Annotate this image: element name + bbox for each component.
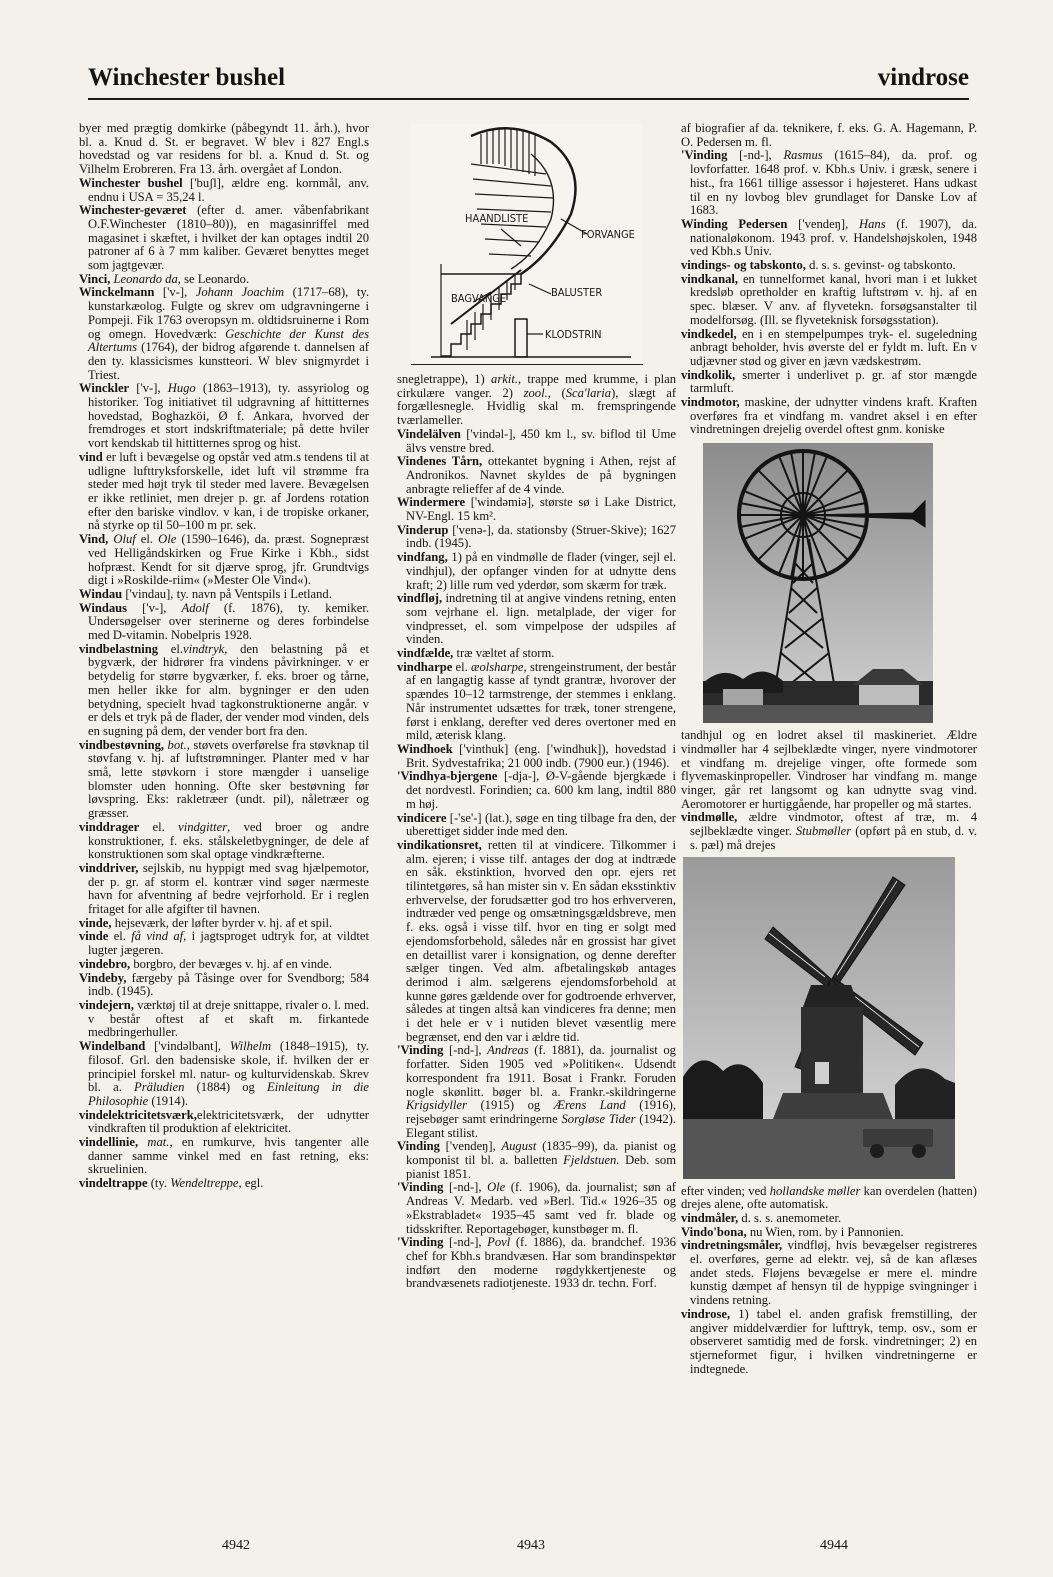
entry-italic: Präludien	[134, 1080, 185, 1095]
entry-italic: Geschichte der Kunst des Altertums	[88, 326, 369, 355]
dictionary-entry	[397, 1181, 676, 1236]
dictionary-entry	[79, 821, 369, 862]
dictionary-entry	[397, 1140, 676, 1181]
entry-text: (efter d. amer. våbenfabrikant O.F.Winchester (1810–80)), en magasinriffel med magasinet i skæftet, i hvilket der kan optages indtil 20 patroner af 6 à 7 mm kaliber. Geværet benyttes meget som jagtgevær.	[88, 203, 369, 273]
entry-text: (f. 1886), da. brandchef. 1936 chef for Kbh.s brandvæsen. Har som brandinspektør indført den moderne røgdykkertjeneste og brandvæsenets radiotjeneste. 1933 dr. techn. Forf.	[406, 1235, 676, 1291]
dictionary-entry	[79, 739, 369, 821]
entry-text: (f. 1876), ty. kemiker. Undersøgelser over sterinerne og deres forbindelse med D-vitamin. Nobelpris 1928.	[88, 600, 369, 643]
entry-text: [-nd-],	[443, 1043, 488, 1058]
dictionary-entry	[79, 862, 369, 917]
entry-text: d. s. s. gevinst- og tabskonto.	[805, 258, 956, 273]
dictionary-entry	[79, 204, 369, 273]
entry-text: (f. 1907), da. nationaløkonom. 1943 prof. v. Handelshøjskolen, 1948 ved Kbh.s Univ.	[690, 216, 977, 259]
headword: vindellinie,	[79, 1135, 139, 1150]
headword: vindkedel,	[681, 326, 737, 341]
dictionary-entry	[79, 286, 369, 382]
column-2-text	[397, 373, 676, 1291]
entry-text: (opført på en stub, d. v. s. pæl) må drejes	[690, 824, 977, 852]
entry-text: (1915) og	[466, 1098, 554, 1113]
entry-italic: arkit.,	[491, 372, 522, 386]
headword: vindicere	[397, 810, 447, 825]
entry-text: borgbro, der bevæges v. hj. af en vinde.	[130, 956, 333, 971]
dictionary-entry	[681, 396, 977, 437]
entry-text: Deb. som pianist 1851.	[406, 1153, 676, 1181]
dictionary-entry	[681, 259, 977, 273]
dictionary-entry	[681, 1226, 977, 1240]
headword: Windermere	[397, 495, 466, 510]
entry-text: støvets overførelse fra støvknap til støvfang v. hj. af luftstrømninger. Planter med v har små, lette støvkorn i store mængder i uanselige blomster uden honning. Ofte sker bestøvning før løvspring. Eks: rakletræer (undt. pil), nåletræer og græsser.	[88, 737, 369, 821]
entry-italic: Leonardo da,	[110, 271, 181, 286]
dictionary-entry	[79, 122, 369, 177]
dictionary-entry	[79, 273, 369, 287]
entry-text: ['vindəlbant],	[145, 1039, 230, 1054]
entry-text: ['v-],	[129, 381, 168, 396]
entry-text: el.	[452, 659, 472, 674]
entry-text: en tunnelformet kanal, hvori man i et lukket kredsløb opretholder en kraftig luftstrøm v. hj. af en spec. blæser. V anv. af flyvetekn. forsøgsanstalter til modelforsøg. (Ill. se flyveteknisk forsøgsstation).	[690, 271, 977, 327]
entry-text: trappe med krumme, i plan cirkulære vanger. 2)	[397, 372, 676, 400]
dictionary-entry	[79, 588, 369, 602]
entry-italic: Adolf	[181, 600, 209, 615]
entry-italic: Fjeldstuen.	[563, 1153, 620, 1168]
entry-italic: vindtryk	[183, 641, 225, 656]
entry-italic: æolsharpe,	[471, 659, 527, 674]
dictionary-entry	[397, 373, 676, 428]
entry-italic: bot.,	[164, 737, 190, 752]
entry-text: [-nd-],	[727, 148, 784, 163]
windmill-photo	[683, 857, 955, 1179]
entry-text: (ty.	[147, 1176, 171, 1191]
entry-text: (1835–99), da. pianist og komponist til bl. a. balletten	[406, 1139, 677, 1168]
column-3-text-b	[681, 729, 977, 852]
entry-italic: Povl	[487, 1235, 511, 1250]
headword: 'Vindhya-bjergene	[397, 769, 498, 784]
entry-text: ældre vindmotor, oftest af træ, m. 4 sejlbeklædte vinger.	[690, 810, 977, 839]
entry-italic: vindgitter	[178, 819, 228, 834]
headword: Winchester-geværet	[79, 203, 187, 218]
entry-text: byer med prægtig domkirke (påbegyndt 11. årh.), hvor bl. a. Knud d. St. er begravet. W blev i 827 Engl.s hovedstad og var residens for bl. a. Knud d. St. og Vilhelm Erobreren. Fra 13. årh. overgået af London.	[79, 121, 369, 177]
entry-text: en i en stempelpumpes tryk- el. sugeledning anbragt beholder, hvis øverste del er fyldt m. luft. En v udjævner stød og giver en jævn vædskestrøm.	[690, 326, 977, 368]
running-head-right: vindrose	[877, 64, 969, 91]
dictionary-entry	[79, 999, 369, 1040]
entry-italic: Ole	[158, 532, 177, 547]
headword: vindfælde,	[397, 646, 454, 661]
headword: vindings- og tabskonto,	[681, 258, 806, 273]
entry-text: ['v-],	[127, 600, 182, 615]
headword: Vindeby,	[79, 970, 127, 985]
column-3-text-c	[681, 1185, 977, 1377]
entry-text: ['vindau], ty. navn på Ventspils i Letland.	[122, 586, 332, 601]
headword: vindmotor,	[681, 395, 740, 410]
entry-text: tandhjul og en lodret aksel til maskineriet. Ældre vindmøller har 4 sejlbeklædte vinger, nyere vindmotorer et vindfang m. drejelige vinger, ofte formede som flyvemaskinpropeller. Vindroser har vindfang m. mange vinger, går ret langsomt og kan udnytte svag vind. Aeromotorer er hurtiggående, har propeller og må startes.	[681, 728, 977, 811]
entry-italic: få vind af,	[131, 929, 187, 944]
entry-text: (1848–1915), ty. filosof. Grl. den badensiske skole, if. hvilken der er principiel forskel ml. natur- og kulturvidenskab. Skrev bl. a.	[88, 1039, 369, 1095]
entry-text: el.	[158, 641, 183, 656]
dictionary-entry	[79, 972, 369, 999]
entry-text: i jagtsproget udtryk for, at vildtet lugter jægeren.	[88, 929, 369, 958]
headword: Vindelälven	[397, 426, 461, 441]
headword: vindfang,	[397, 550, 448, 565]
entry-text: (1863–1913), ty. assyriolog og historiker. Tog initiativet til udgravning af hittitternes hovedstad, Boghazköi, Ø f. Ankara, hvorved der fremdroges et stort indskriftmateriale; på dette hviler vort kendskab til hittitternes sprog og hist.	[88, 381, 369, 451]
entry-italic: Krigsidyller	[406, 1098, 467, 1113]
page-number-4944: 4944	[820, 1538, 848, 1553]
entry-italic: Einleitung in die Philosophie	[88, 1080, 369, 1108]
headword: 'Vinding	[681, 148, 728, 163]
headword: vindretningsmåler,	[681, 1238, 783, 1253]
dictionary-entry	[79, 382, 369, 451]
entry-italic: August	[501, 1139, 537, 1154]
headword: vindbestøvning,	[79, 737, 165, 752]
entry-text: træ væltet af storm.	[453, 646, 555, 661]
entry-text: (1615–84), da. prof. og lovforfatter. 1648 prof. v. Kbh.s Univ. i græsk, senere i hist., fra 1661 tillige assessor i højesteret. Hans udkast til en ny lovbog blev grundlaget for Danske Lov af 1683.	[690, 148, 977, 218]
headword: vinddrager	[79, 819, 140, 834]
dictionary-entry	[397, 839, 676, 1045]
entry-italic: Ole	[487, 1180, 506, 1195]
headword: Windhoek	[397, 741, 453, 756]
entry-italic: Sca'laria	[565, 385, 612, 400]
dictionary-entry	[681, 1212, 977, 1226]
headword: vindeltrappe	[79, 1176, 148, 1191]
dictionary-entry	[397, 496, 676, 523]
entry-text: strengeinstrument, der består af en langagtig kasse af tyndt grantræ, hvorover der spændes 10–12 tarmstrenge, der stemmes i enklang. Når instrumentet udsættes for træk, toner strengene, først i enklang, derefter ved deres overtoner med en mild, æterisk klang.	[406, 659, 676, 743]
entry-text: en rumkurve, hvis tangenter alle danner samme vinkel med en fast retning, eks: skruelinien.	[88, 1135, 369, 1177]
headword: Windau	[79, 586, 123, 601]
entry-italic: Wilhelm	[229, 1039, 272, 1054]
entry-text: se Leonardo.	[180, 271, 250, 286]
headword: vindikationsret,	[397, 837, 482, 852]
label-forvange: FORVANGE	[581, 228, 635, 241]
headword: Vinding	[397, 1139, 440, 1154]
entry-text: er luft i bevægelse og opstår ved atm.s tendens til at udligne lufttryksforskelle, idet luft vil strømme fra steder med højt tryk til steder med lavere. Bevægelsen er ikke retliniet, men drejer p. gr. af Jordens rotation efter den bariske vindlov. v kan, i de tropiske orkaner, nå styrke op til 50–100 m pr. sek.	[88, 449, 369, 533]
page-number-4942: 4942	[222, 1538, 250, 1553]
entry-text: retten til at vindicere. Tilkommer i alm. ejeren; i visse tilf. antages der dog at indtræde en såk. ekstinktion, hvorved den opr. ejers ret tilintetgøres, så han mister sin v. En sådan eksstinktiv erhvervelse, der forudsætter god tro hos erhververen, indtræder ved penge og omsætningsgældsbreve, men f. eks. også i visse tilf. hvor en ting er solgt med ejendomsforbehold, således når en grossist har givet en detaillist varer i konsignation, og denne derefter sælger tingen. Ved alm. afbetalingskøb antages derimod i alm. sælgerens ejendomsforbehold at kunne gøres gældende over for godtroende erhverver, således at tingen altså kan vindiceres fra denne; men i det hele er v i nutiden blevet væsentlig mere begrænset, end den var i ældre tid.	[406, 837, 676, 1044]
page-number-4943: 4943	[517, 1538, 545, 1553]
headword: 'Vinding	[397, 1235, 444, 1250]
entry-text: (1916), rejsebøger samt erindringerne	[406, 1098, 677, 1126]
entry-text: d. s. s. anemometer.	[738, 1210, 842, 1225]
dictionary-entry	[79, 1109, 369, 1136]
entry-text: nu Wien, rom. by i Pannonien.	[746, 1224, 904, 1239]
column-3-text-a	[681, 122, 977, 437]
headword: vindebro,	[79, 956, 131, 971]
entry-text: 1) tabel el. anden grafisk fremstilling, der angiver middelværdier for lufttryk, temp. osv., som er observeret samtidig med de forsk. vindretninger; 2) en stjerneformet figur, i hvilken vindretningerne er indtegnede.	[690, 1306, 977, 1376]
label-baluster: BALUSTER	[551, 286, 603, 299]
headword: 'Vinding	[397, 1180, 444, 1195]
dictionary-entry	[397, 661, 676, 743]
dictionary-entry	[397, 1236, 676, 1291]
entry-text: (1884) og	[184, 1080, 268, 1095]
entry-text: (1590–1646), da. præst. Sognepræst ved Helligåndskirken og Frue Kirke i Kbh., sidst hofpræst. Kendt for sit djærve sprog, jfr. Grundtvigs digt i »Roskilde-riim« (»Mester Ole Vind«).	[88, 532, 369, 588]
dictionary-entry	[79, 177, 369, 204]
headword: Vinderup	[397, 522, 449, 537]
entry-text: snegletrappe), 1)	[397, 372, 492, 386]
headword: vindelektricitetsværk,	[79, 1107, 197, 1122]
entry-text: (1717–68), ty. kunstarkæolog. Fulgte og skrev om udgravningerne i Pompeji. Fik 1763 overopsyn m. oldtidsruinerne i Rom og omegn. Hovedværk:	[88, 285, 369, 341]
entry-text: (f. 1906), da. journalist; søn af Andreas V. Medarb. ved »Berl. Tid.« 1926–35 og »Ekstrabladet« 1935–45 samt ved fr. blade og tidsskrifter. Reportagebøger, kunstbøger m. fl.	[406, 1180, 676, 1236]
entry-text: kan overdelen (hatten) drejes alene, ofte automatisk.	[681, 1183, 978, 1212]
entry-text: (	[550, 385, 566, 400]
dictionary-entry	[79, 958, 369, 972]
entry-text: egl.	[241, 1176, 264, 1191]
entry-italic: Ærens Land	[553, 1098, 626, 1113]
headword: Winckler	[79, 381, 130, 396]
label-bagvange: BAGVANGE	[451, 292, 507, 305]
entry-text: maskine, der udnytter vindens kraft. Kraften overføres fra et vindfang m. vandret aksel i en efter vindretningen drejelig overdel oftest gnm. koniske	[690, 395, 977, 437]
headword: vinde,	[79, 915, 112, 930]
dictionary-entry	[397, 743, 676, 770]
spiral-staircase-illustration	[411, 124, 643, 365]
headword: Winding Pedersen	[681, 216, 788, 231]
entry-text: 1) på en vindmølle de flader (vinger, sejl el. vindhjul), der opfanger vinden for at udnytte dens kraft; 2) lille rum ved yderdør, som skærm for træk.	[406, 550, 676, 592]
entry-text: [-dja-], Ø-V-gående bjergkæde i det nordvestl. Forindien; ca. 600 km lang, indtil 880 m høj.	[406, 769, 676, 811]
entry-italic: Rasmus	[783, 148, 823, 163]
entry-text: ['vendeŋ],	[439, 1139, 502, 1154]
entry-text: el.	[135, 532, 159, 547]
headword: Vindo'bona,	[681, 1224, 747, 1239]
headword: Winckelmann	[79, 285, 155, 300]
entry-italic: Sorgløse Tider	[561, 1111, 636, 1126]
dictionary-entry	[681, 122, 977, 149]
headword: vindkolik,	[681, 367, 736, 382]
entry-text: smerter i underlivet p. gr. af stor mængde tarmluft.	[690, 367, 977, 396]
headword: 'Vinding	[397, 1043, 444, 1058]
dictionary-entry	[79, 930, 369, 957]
entry-italic: Hugo	[167, 381, 196, 396]
entry-text: ['vinthuk] (eng. ['windhuk]), hovedstad i Brit. Sydvestafrika; 21 000 indb. (7900 eur.) (1946).	[406, 741, 676, 770]
column-1	[79, 122, 369, 1191]
entry-text: ['vendeŋ],	[787, 216, 860, 231]
entry-text: færgeby på Tåsinge over for Svendborg; 584 indb. (1945).	[88, 970, 369, 999]
entry-text: ), slægt af forgællesnegle. Hvidlig skal m. fremspringende tværlameller.	[397, 385, 677, 428]
entry-italic: Oluf	[108, 532, 136, 547]
dictionary-entry	[397, 812, 676, 839]
dictionary-entry	[79, 643, 369, 739]
running-head	[88, 58, 969, 100]
dictionary-entry	[397, 524, 676, 551]
dictionary-entry	[681, 218, 977, 259]
running-head-left: Winchester bushel	[88, 64, 286, 91]
dictionary-entry	[681, 729, 977, 811]
dictionary-entry	[397, 770, 676, 811]
headword: vindfløj,	[397, 591, 443, 606]
dictionary-entry	[681, 328, 977, 369]
headword: Windaus	[79, 600, 128, 615]
entry-text: ['buʃl], ældre eng. kornmål, anv. endnu i USA = 35,24 l.	[88, 175, 369, 204]
dictionary-entry	[681, 149, 977, 218]
entry-text: (1942). Elegant stilist.	[406, 1111, 677, 1140]
windmotor-photo	[703, 443, 933, 723]
entry-text: ['venə-], da. stationsby (Struer-Skive); 1627 indb. (1945).	[406, 522, 676, 551]
column-2	[397, 122, 676, 1291]
dictionary-entry	[397, 455, 676, 496]
entry-italic: zool.,	[523, 385, 551, 400]
dictionary-entry	[681, 811, 977, 852]
dictionary-entry	[79, 602, 369, 643]
entry-text: indretning til at angive vindens retning, enten som vejrhane el. lign. metalplade, der viger for vindpresset, el. som vimpelpose der udspiles af vinden.	[406, 591, 676, 647]
headword: vinde	[79, 929, 109, 944]
headword: vindmølle,	[681, 810, 738, 825]
entry-italic: Wendeltreppe,	[170, 1176, 242, 1191]
entry-text: (f. 1881), da. journalist og forfatter. Siden 1905 ved »Politiken«. Udsendt korrespondent fra 1911. Bosat i Frankr. Foruden nogle skønlitt. bøger bl. a. Frankr.-skildringerne	[406, 1043, 676, 1099]
dictionary-entry	[79, 533, 369, 588]
dictionary-entry	[79, 451, 369, 533]
entry-text: af biografier af da. teknikere, f. eks. G. A. Hagemann, P. O. Pedersen m. fl.	[681, 121, 977, 149]
dictionary-entry	[397, 592, 676, 647]
headword: Vinci,	[79, 271, 111, 286]
dictionary-entry	[79, 1177, 369, 1191]
entry-text: (1914).	[148, 1093, 189, 1108]
entry-italic: Johann Joachim	[195, 285, 285, 300]
dictionary-entry	[681, 1239, 977, 1308]
entry-text: ottekantet bygning i Athen, rejst af Andronikos. Navnet skyldes de på bygningen anbragte relieffer af de 4 vinde.	[406, 454, 676, 496]
entry-italic: Stubmøller	[795, 824, 852, 839]
headword: vindejern,	[79, 998, 134, 1012]
headword: vindrose,	[681, 1306, 731, 1321]
entry-text: ['vindəl-], 450 km l., sv. biflod til Ume älvs venstre bred.	[406, 426, 676, 455]
headword: Vind,	[79, 532, 109, 547]
headword: Winchester bushel	[79, 175, 183, 190]
entry-italic: mat.,	[138, 1135, 173, 1150]
headword: vinddriver,	[79, 860, 139, 875]
label-klodstrin: KLODSTRIN	[545, 328, 602, 341]
dictionary-entry	[397, 1044, 676, 1140]
entry-text: , den belastning på et bygværk, der hidrører fra vindens påvirkninger. v er betydelig for større bygværker, f. eks. broer og tårne, men heller ikke for alm. bygninger er den uden betydning, specielt hvad tagkonstruktionerne angår. v er dels et tryk på de flader, der vender mod vinden, dels en sugning på dem, der vender bort fra den.	[88, 641, 369, 738]
entry-text: ['v-],	[154, 285, 196, 300]
headword: Vindenes Tårn,	[397, 454, 483, 469]
dictionary-entry	[397, 428, 676, 455]
dictionary-entry	[681, 369, 977, 396]
headword: vind	[79, 449, 103, 464]
dictionary-entry	[397, 647, 676, 661]
entry-text: hejseværk, der løfter byrder v. hj. af et spil.	[111, 915, 333, 930]
entry-text: vindfløj, hvis bevægelser registreres el. overføres, gerne ad elektr. vej, så de kan aflæses andet steds. Fløjens bevægelse er mere el. mindre kunstig dæmpet af hensyn til de hyppige svingninger i vindens retning.	[690, 1238, 977, 1308]
entry-text: (1764), der bidrog afgørende t. dannelsen af den ty. klassicismes kunstteori. W blev snigmyrdet i Triest.	[88, 340, 369, 382]
dictionary-entry	[681, 1308, 977, 1377]
dictionary-entry	[79, 917, 369, 931]
entry-text: værktøj til at dreje snittappe, rivaler o. l. med. v består oftest af et skaft m. firkantede medbringerhuller.	[88, 998, 369, 1040]
entry-text: ['windəmiə], største sø i Lake District, NV-Engl. 15 km².	[406, 495, 676, 524]
entry-text: elektricitetsværk, der udnytter vindkraften til produktion af elektricitet.	[88, 1107, 369, 1136]
dictionary-entry	[79, 1040, 369, 1109]
dictionary-entry	[681, 273, 977, 328]
entry-text: el.	[108, 929, 132, 944]
headword: vindbelastning	[79, 641, 159, 656]
entry-italic: Andreas	[487, 1043, 529, 1058]
headword: Windelband	[79, 1039, 146, 1054]
headword: vindkanal,	[681, 271, 739, 286]
dictionary-entry	[79, 1136, 369, 1177]
entry-text: efter vinden; ved	[681, 1183, 770, 1198]
headword: vindharpe	[397, 659, 453, 674]
entry-text: el.	[139, 819, 179, 834]
dictionary-entry	[397, 551, 676, 592]
dictionary-entry	[681, 1185, 977, 1212]
entry-italic: Hans	[859, 216, 886, 231]
entry-text: [-nd-],	[443, 1180, 488, 1195]
entry-italic: hollandske møller	[769, 1183, 861, 1198]
entry-text: [-'se'-] (lat.), søge en ting tilbage fra den, der uberettiget sidder inde med den.	[406, 810, 676, 839]
label-haandliste: HAANDLISTE	[465, 212, 529, 225]
entry-text: [-nd-],	[443, 1235, 488, 1250]
column-3	[681, 122, 977, 1376]
entry-text: sejlskib, nu hyppigt med svag hjælpemotor, der p. gr. af storm el. kontrær vind søger nærmeste havn for afventning af bedre vejrforhold. Er i reglen fritaget for alle afgifter til havnen.	[88, 860, 369, 917]
headword: vindmåler,	[681, 1210, 739, 1225]
entry-text: , ved broer og andre konstruktioner, f. eks. stålskeletbygninger, de dele af konstruktionen som skal optage vindkræfterne.	[88, 819, 369, 862]
